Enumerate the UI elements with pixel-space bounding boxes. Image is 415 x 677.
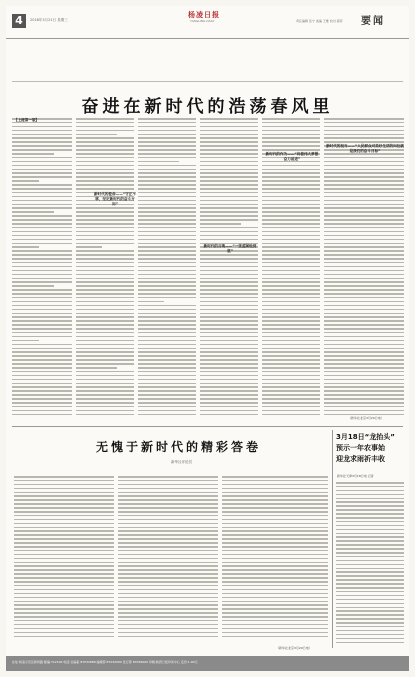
- main-article-endnote: （新华社北京3月20日电）: [348, 416, 384, 420]
- article-column-5: [262, 118, 320, 418]
- section-name: 要闻: [361, 16, 385, 27]
- page-number: 4: [12, 14, 26, 28]
- section-divider: [12, 426, 403, 427]
- article-column-3: [138, 118, 196, 418]
- side-headline-3: 迎龙求雨祈丰收: [336, 455, 385, 463]
- date-line: 2018年3月21日 星期三: [30, 18, 68, 22]
- masthead: [6, 6, 409, 39]
- article-column-6: [324, 118, 404, 418]
- side-headline-2: 预示一年农事始: [336, 444, 385, 452]
- side-divider: [332, 430, 333, 648]
- subhead-3: 新时代的作为——“向着伟大梦想奋力前进”: [265, 152, 319, 161]
- side-article-body: [336, 482, 404, 648]
- side-article-lead: 新华社天津3月18日电 记者: [337, 474, 374, 478]
- paper-name-english: YANGLING DAILY: [190, 19, 215, 23]
- headline-rule: [12, 81, 403, 82]
- second-headline: 无愧于新时代的精彩答卷: [96, 440, 262, 454]
- subhead-1: 新时代的召唤——“一张蓝图绘到底”: [203, 244, 257, 253]
- second-article-column-3: [222, 476, 328, 648]
- footer-bar: [6, 656, 409, 671]
- subhead-2: 新时代的使命——“守正不移，坚定新时代的奋斗方向”: [94, 192, 136, 206]
- second-article-column-1: [14, 476, 114, 648]
- side-headline-1: 3月18日“龙抬头”: [336, 433, 395, 441]
- newspaper-page: [6, 6, 409, 671]
- second-article-column-2: [118, 476, 218, 648]
- subhead-4: 新时代的担当——“人民群众对美好生活的向往就是我们的奋斗目标”: [326, 144, 404, 153]
- editor-line: 责任编辑 张宁 美编 王维 校对 郝菲: [296, 19, 343, 23]
- main-headline: 奋进在新时代的浩荡春风里: [81, 97, 334, 117]
- article-column-1: [12, 118, 72, 418]
- paper-name-logo: 杨凌日报: [188, 10, 220, 19]
- article-column-4: [200, 118, 258, 418]
- article-lead: 【上接第一版】: [14, 118, 40, 122]
- article-column-2: [76, 118, 134, 418]
- second-byline: 新华社评论员: [171, 460, 192, 464]
- side-article-header: [336, 432, 410, 488]
- footer-text: 社址:杨凌示范区新桥路 邮编:712100 电话:总编室 87032888 编辑部 87032000 发行部 87036000 印刷:陕西日报印务中心 定价:1.00元: [12, 660, 198, 664]
- second-article-endnote: （新华社北京3月20日电）: [276, 646, 312, 650]
